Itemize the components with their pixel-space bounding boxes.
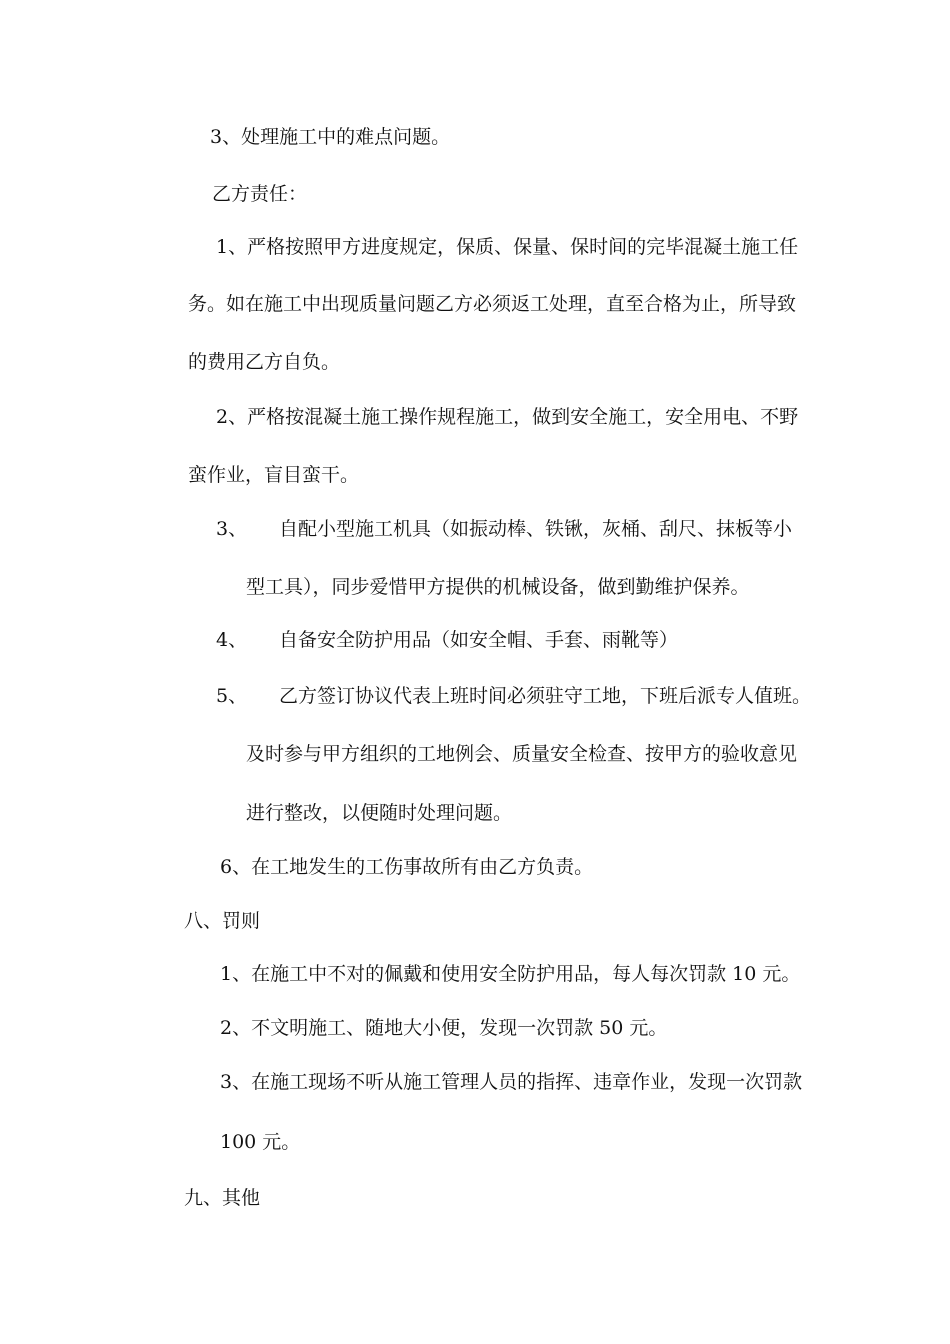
section-heading: 九、其他	[184, 1187, 261, 1209]
paragraph-line: 务。如在施工中出现质量问题乙方必须返工处理，直至合格为止，所导致	[188, 293, 797, 315]
paragraph-line: 自备安全防护用品（如安全帽、手套、雨靴等）	[279, 629, 679, 651]
paragraph-line: 3、处理施工中的难点问题。	[210, 126, 451, 148]
paragraph-line: 1、严格按照甲方进度规定，保质、保量、保时间的完毕混凝土施工任	[216, 236, 799, 258]
paragraph-line: 及时参与甲方组织的工地例会、质量安全检查、按甲方的验收意见	[246, 743, 798, 765]
paragraph-line: 100 元。	[220, 1131, 301, 1153]
paragraph-line: 2、严格按混凝土施工操作规程施工，做到安全施工，安全用电、不野	[216, 406, 799, 428]
list-number: 5、	[216, 685, 248, 707]
section-heading: 乙方责任：	[212, 183, 308, 205]
paragraph-line: 蛮作业，盲目蛮干。	[188, 464, 360, 486]
paragraph-line: 型工具），同步爱惜甲方提供的机械设备，做到勤维护保养。	[246, 576, 750, 598]
section-heading: 八、罚则	[184, 910, 261, 932]
paragraph-line: 1、在施工中不对的佩戴和使用安全防护用品，每人每次罚款 10 元。	[220, 963, 801, 985]
list-number: 3、	[216, 518, 248, 540]
paragraph-line: 6、在工地发生的工伤事故所有由乙方负责。	[220, 856, 594, 878]
paragraph-line: 自配小型施工机具（如振动棒、铁锹，灰桶、刮尺、抹板等小	[279, 518, 793, 540]
paragraph-line: 进行整改，以便随时处理问题。	[246, 802, 513, 824]
paragraph-line: 乙方签订协议代表上班时间必须驻守工地，下班后派专人值班。	[279, 685, 812, 707]
paragraph-line: 的费用乙方自负。	[188, 351, 341, 373]
paragraph-line: 2、不文明施工、随地大小便，发现一次罚款 50 元。	[220, 1017, 668, 1039]
list-number: 4、	[216, 629, 248, 651]
paragraph-line: 3、在施工现场不听从施工管理人员的指挥、违章作业，发现一次罚款	[220, 1071, 803, 1093]
